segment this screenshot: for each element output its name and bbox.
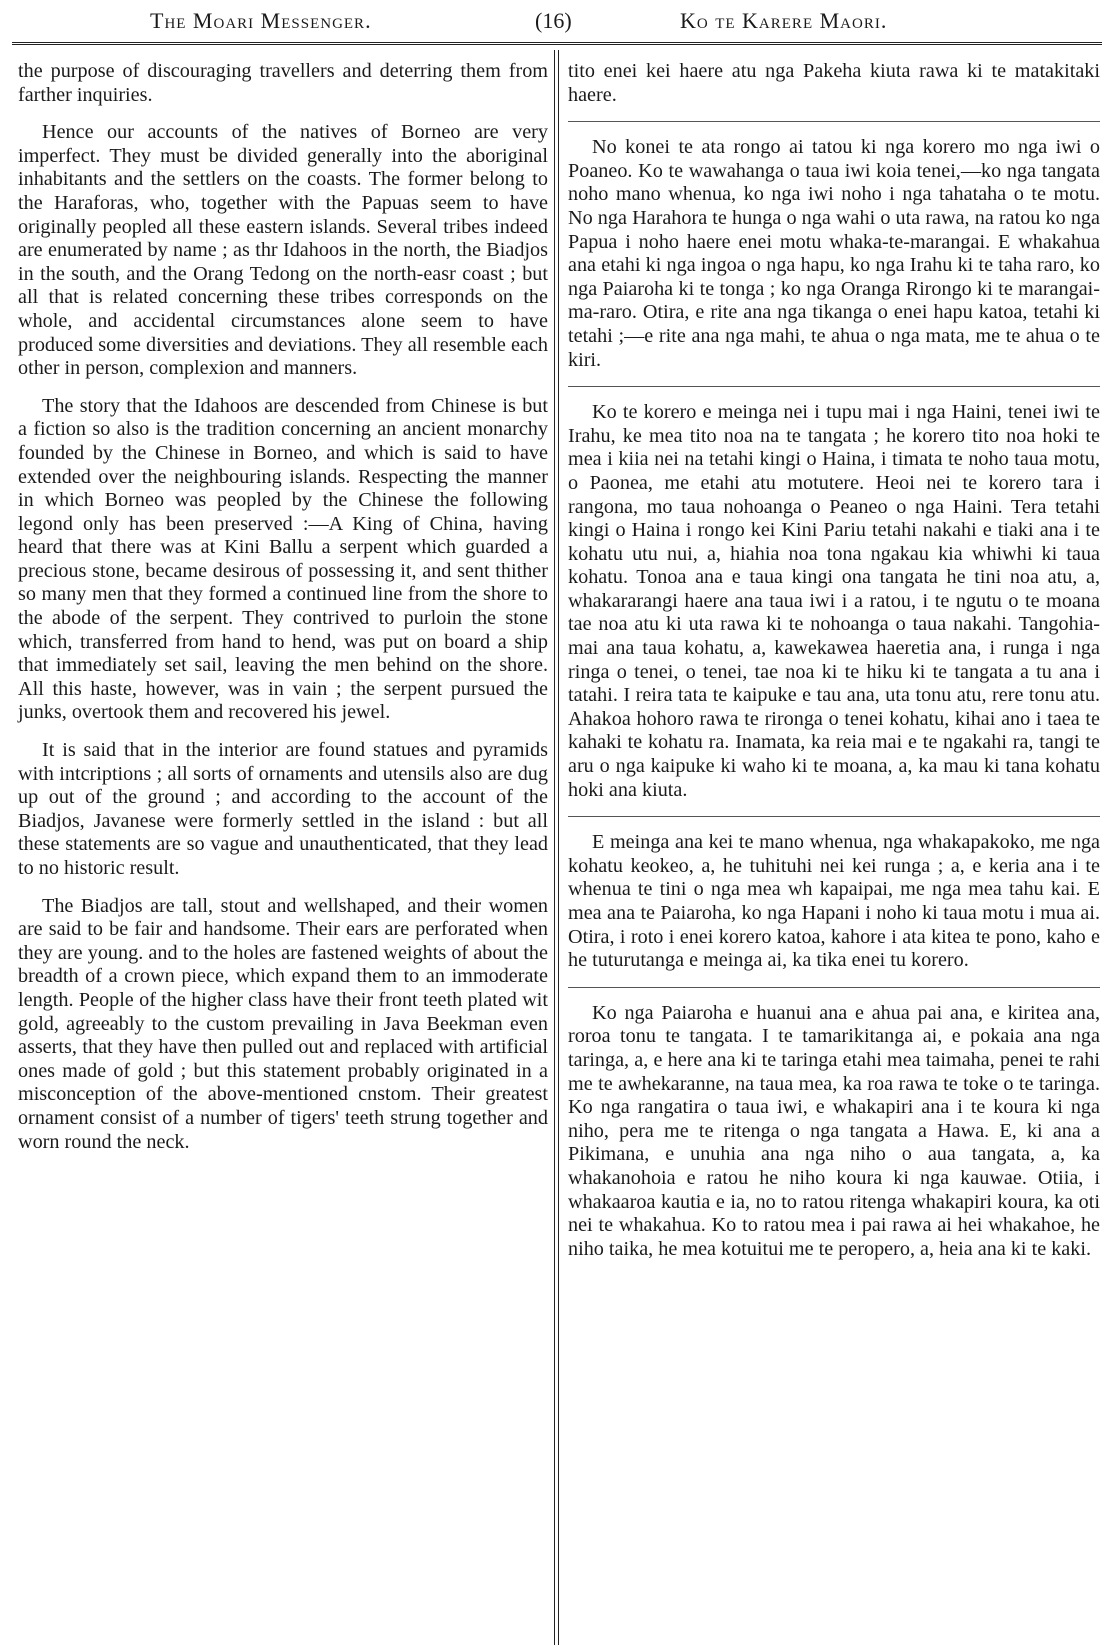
- paragraph-separator: [568, 816, 1100, 817]
- header-rule: [12, 42, 1102, 45]
- maori-paragraph: Ko te korero e meinga nei i tupu mai i nga Haini, tenei iwi te Irahu, ke mea tito noa na te tangata ; he korero tito noa hoki te mea i kiia nei na tetahi kingi o Haina, i timata te noho taua motu, o Paonea, me etahi atu motutere. Heoi nei te korero tara i rangona, mo taua nohoanga o Peaneo o nga Haini. Tera tetahi kingi o Haina i rongo kei Kini Pariu tetahi nakahi e tiaki ana i te kohatu utu nui, a, hiahia noa tona ngakau kia whiwhi ki taua kohatu. Tonoa ana e taua kingi ona tangata he tini noa atu, a, whakararangi haere ana taua iwi i a ratou, i te ngutu o te moana tae noa atu ki uta rawa ki te nohoanga o taua nakahi. Tangohia-mai ana taua kohatu, a, kawekawea haeretia ana, i runga i nga ringa o tenei, o tenei, tae noa ki te hiku ki te tangata a tu ana i tatahi. I reira tata te kaipuke e tau ana, uta tonu atu, rere tonu atu. Ahakoa hohoro rawa te rironga o tenei kohatu, kihai ano i taea te kahaki te kohatu ra. Inamata, ka reia mai e te ngakahi ra, tangi te aru o nga kaipuke ki waho ki te moana, a, ka mau ki tana kohatu hoki ana kiuta.: [568, 401, 1100, 801]
- header-english-title: The Moari Messenger.: [150, 8, 372, 33]
- header-maori-title: Ko te Karere Maori.: [680, 8, 888, 33]
- maori-paragraph: No konei te ata rongo ai tatou ki nga korero mo nga iwi o Poaneo. Ko te wawahanga o taua iwi koia tenei,—ko nga tangata noho mano whenua, ko nga iwi noho i nga tahataha o te motu. No nga Harahora te hunga o nga wahi o uta rawa, na ratou ko nga Papua i noho haere enei motu whaka-te-marangai. E whakahua ana etahi ki nga ingoa o nga hapu, ko nga Irahu ki te taha raro, ko nga Paiaroha ki te tonga ; ko nga Oranga Rirongo ki te marangai-ma-raro. Otira, e rite ana nga tikanga o enei hapu katoa, tetahi ki tetahi ;—e rite ana nga mahi, te ahua o nga mata, me te ahua o te kiri.: [568, 136, 1100, 371]
- english-paragraph: It is said that in the interior are found statues and pyramids with intcriptions ; all sorts of ornaments and utensils also are dug up out of the ground ; and according to the account of the Biadjos, Javanese were formerly settled in the island : but all these statements are so vague and unauthenticated, that they lead to no historic result.: [18, 739, 548, 879]
- page-number: (16): [535, 8, 572, 33]
- maori-paragraph: Ko nga Paiaroha e huanui ana e ahua pai ana, e kiritea ana, roroa tonu te tangata. I te tamarikitanga ai, e pokaia ana nga taringa, a, e here ana ki te taringa etahi mea taimaha, penei te rahi me te awhekaranne, na taua mea, ka roa rawa te toke o te taringa. Ko nga rangatira o taua iwi, e whakapiri ana i te koura ki nga niho, pera me te ritenga o nga tangata a Hawa. E, ki ana a Pikimana, e unuhia ana nga niho o aua tangata, a, ka whakanohoia e ratou he niho koura ki nga kauwae. Otiia, i whakaaroa kautia e ia, no to ratou ritenga whakapiri koura, ka oti nei te whakahua. Ko to ratou mea i pai rawa ai hei whakahoe, he niho taika, he mea kotuitui me te peropero, a, heia ana ki te kaki.: [568, 1001, 1100, 1260]
- page-header: [0, 0, 1114, 44]
- maori-paragraph: tito enei kei haere atu nga Pakeha kiuta rawa ki te matakitaki haere.: [568, 60, 1100, 106]
- english-column: [18, 60, 548, 1168]
- maori-paragraph: E meinga ana kei te mano whenua, nga whakapakoko, me nga kohatu keokeo, a, he tuhituhi nei kei runga ; a, e keria ana i te whenua te tini o nga mea wh kapaipai, me nga mea tahu kai. E mea ana te Paiaroha, ko nga Hapani i noho ki taua motu i mua ai. Otira, i roto i enei korero katoa, kahore i ata kitea te pono, kaho e he tuturutanga e meinga ai, ka tika enei tu korero.: [568, 831, 1100, 972]
- maori-column: [568, 60, 1100, 1275]
- english-paragraph: the purpose of discouraging travellers and deterring them from farther inquiries.: [18, 60, 548, 106]
- column-divider: [554, 50, 559, 1645]
- english-paragraph: Hence our accounts of the natives of Borneo are very imperfect. They must be divided generally into the aboriginal inhabitants and the settlers on the coasts. The former belong to the Haraforas, who, together with the Papuas seem to have originally peopled all these eastern islands. Several tribes indeed are enumerated by name ; as thr Idahoos in the north, the Biadjos in the south, and the Orang Tedong on the north-easr coast ; but all that is related concerning these tribes corresponds on the whole, and accidental circumstances alone seem to have produced some diversities and deviations. They all resemble each other in person, complexion and manners.: [18, 121, 548, 380]
- paragraph-separator: [568, 121, 1100, 122]
- paragraph-separator: [568, 987, 1100, 988]
- english-paragraph: The Biadjos are tall, stout and wellshaped, and their women are said to be fair and handsome. Their ears are perforated when they are young. and to the holes are fastened weights of about the breadth of a crown piece, which expand them to an immoderate length. People of the higher class have their front teeth plated wit gold, agreeably to the custom prevailing in Java Beekman even asserts, that they have then pulled out and replaced with artificial ones made of gold ; but this statement probably originated in a misconception of the above-mentioned cnstom. Their greatest ornament consist of a number of tigers' teeth strung together and worn round the neck.: [18, 894, 548, 1153]
- paragraph-separator: [568, 386, 1100, 387]
- english-paragraph: The story that the Idahoos are descended from Chinese is but a fiction so also is the tradition concerning an ancient monarchy founded by the Chinese in Borneo, and which is said to have extended over the neighbouring islands. Respecting the manner in which Borneo was peopled by the Chinese the following legond only has been preserved :—A King of China, having heard that there was at Kini Ballu a serpent which guarded a precious stone, became desirous of possessing it, and sent thither so many men that they formed a continued line from the shore to the abode of the serpent. They contrived to purloin the stone which, transferred from hand to hend, was put on board a ship that immediately set sail, leaving the men behind on the shore. All this haste, however, was in vain ; the serpent pursued the junks, overtook them and recovered his jewel.: [18, 394, 548, 724]
